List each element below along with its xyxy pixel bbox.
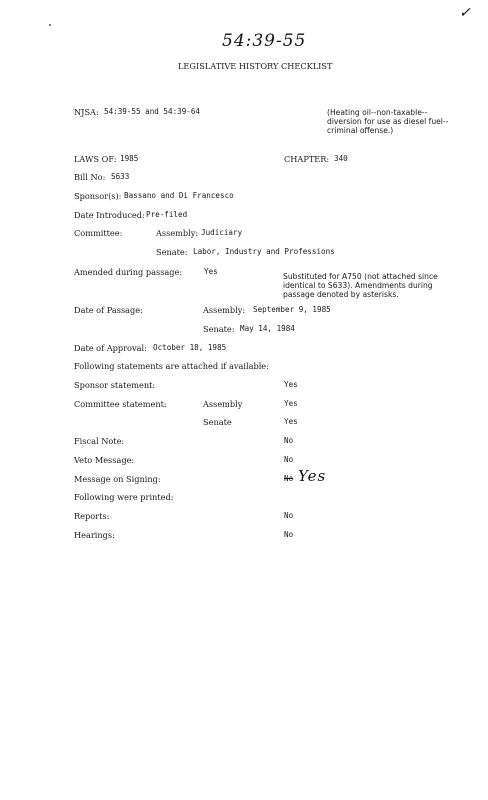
passage-senate-label: Senate: (203, 324, 235, 334)
sponsor-statement-value: Yes (284, 380, 298, 389)
attached-heading: Following statements are attached if available: (74, 361, 269, 371)
approval-label: Date of Approval: (74, 343, 147, 353)
veto-message-value: No (284, 455, 294, 464)
passage-assembly-value: September 9, 1985 (253, 305, 331, 314)
handwritten-signing-correction: Yes (298, 467, 327, 485)
printed-heading: Following were printed: (74, 492, 174, 502)
message-signing-label: Message on Signing: (74, 474, 161, 484)
document-title: LEGISLATIVE HISTORY CHECKLIST (178, 61, 333, 71)
amended-note: Substituted for A750 (not attached since identical to S633). Amendments during passage denoted by asterisks. (283, 272, 438, 300)
chapter-label: CHAPTER: (284, 154, 330, 164)
committee-assembly-label: Assembly: (156, 228, 199, 238)
handwritten-checkmark: ✓ (459, 5, 472, 21)
bill-description: (Heating oil--non-taxable--diversion for use as diesel fuel--criminal offense.) (327, 108, 449, 136)
njsa-value: 54:39-55 and 54:39-64 (104, 107, 201, 116)
laws-of-value: 1985 (120, 154, 139, 163)
approval-value: October 18, 1985 (153, 343, 227, 352)
njsa-label: NJSA: (74, 107, 99, 117)
passage-senate-value: May 14, 1984 (240, 324, 295, 333)
sponsors-label: Sponsor(s): (74, 191, 122, 201)
hearings-value: No (284, 530, 294, 539)
reports-value: No (284, 511, 294, 520)
committee-statement-assembly-label: Assembly (203, 399, 243, 409)
date-introduced-value: Pre-filed (146, 210, 188, 219)
bill-no-value: S633 (111, 172, 130, 181)
veto-message-label: Veto Message: (74, 455, 135, 465)
reports-label: Reports: (74, 511, 110, 521)
committee-senate-label: Senate: (156, 247, 188, 257)
scan-speck (49, 24, 51, 26)
committee-assembly-value: Judiciary (201, 228, 243, 237)
chapter-value: 340 (334, 154, 348, 163)
passage-label: Date of Passage: (74, 305, 143, 315)
committee-statement-senate-label: Senate (203, 417, 232, 427)
hearings-label: Hearings: (74, 530, 115, 540)
fiscal-note-label: Fiscal Note: (74, 436, 125, 446)
committee-label: Committee: (74, 228, 123, 238)
committee-statement-assembly-value: Yes (284, 399, 298, 408)
sponsor-statement-label: Sponsor statement: (74, 380, 156, 390)
passage-assembly-label: Assembly: (203, 305, 246, 315)
message-signing-value-struck: No (284, 474, 294, 483)
fiscal-note-value: No (284, 436, 294, 445)
laws-of-label: LAWS OF: (74, 154, 117, 164)
amended-value: Yes (204, 267, 218, 276)
committee-statement-label: Committee statement: (74, 399, 167, 409)
sponsors-value: Bassano and Di Francesco (124, 191, 234, 200)
handwritten-statute-number: 54:39-55 (222, 31, 307, 51)
committee-statement-senate-value: Yes (284, 417, 298, 426)
date-introduced-label: Date Introduced: (74, 210, 145, 220)
amended-label: Amended during passage: (74, 267, 183, 277)
committee-senate-value: Labor, Industry and Professions (193, 247, 335, 256)
bill-no-label: Bill No: (74, 172, 106, 182)
